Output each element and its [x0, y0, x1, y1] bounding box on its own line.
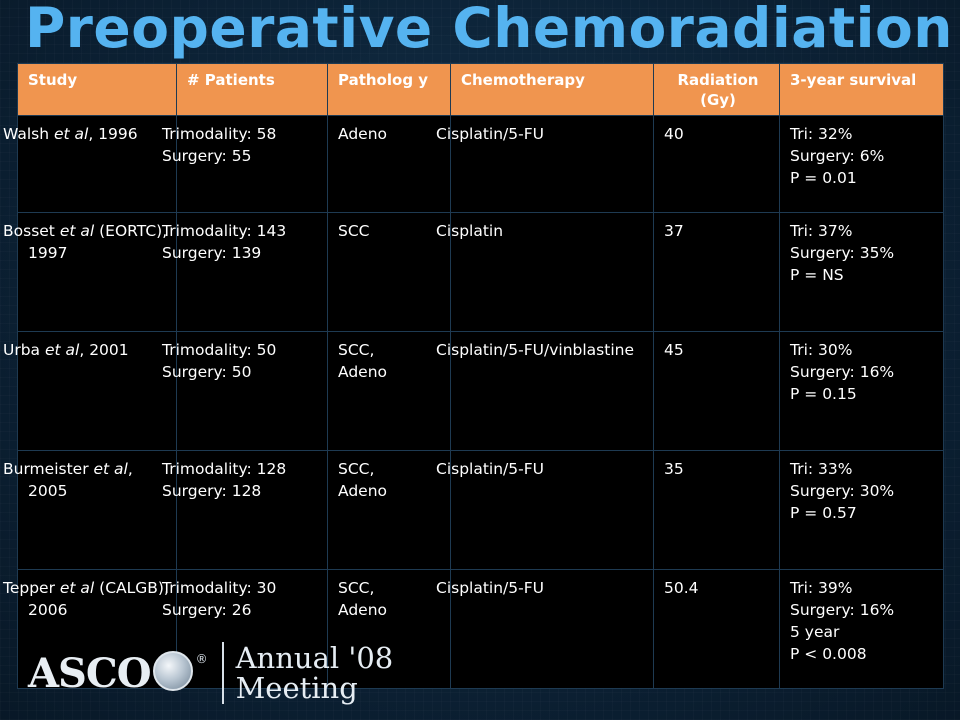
- cell-survival: Tri: 33% Surgery: 30% P = 0.57: [780, 451, 944, 570]
- header-pathology: Patholog y: [328, 64, 451, 116]
- cell-pathology: SCC, Adeno: [328, 332, 451, 451]
- header-radiation: Radiation (Gy): [654, 64, 780, 116]
- cell-patients: Trimodality: 58 Surgery: 55: [177, 116, 328, 213]
- cell-patients: Trimodality: 128 Surgery: 128: [177, 451, 328, 570]
- globe-icon: [153, 651, 193, 691]
- cell-patients: Trimodality: 143 Surgery: 139: [177, 213, 328, 332]
- header-patients: # Patients: [177, 64, 328, 116]
- cell-patients: Trimodality: 50 Surgery: 50: [177, 332, 328, 451]
- cell-chemotherapy: Cisplatin/5-FU: [451, 570, 654, 689]
- trials-table: [3, 63, 944, 689]
- cell-chemotherapy: Cisplatin: [451, 213, 654, 332]
- cell-patients: Trimodality: 30 Surgery: 26: [177, 570, 328, 689]
- cell-chemotherapy: Cisplatin/5-FU/vinblastine: [451, 332, 654, 451]
- cell-chemotherapy: Cisplatin/5-FU: [451, 451, 654, 570]
- cell-study: Urba et al, 2001: [18, 332, 177, 451]
- meeting-text: [236, 643, 394, 703]
- cell-study: Walsh et al, 1996: [18, 116, 177, 213]
- table-row: [18, 116, 944, 213]
- header-study: Study: [18, 64, 177, 116]
- cell-pathology: SCC, Adeno: [328, 451, 451, 570]
- cell-pathology: SCC, Adeno: [328, 570, 451, 689]
- header-row: [18, 64, 944, 116]
- cell-radiation: 35: [654, 451, 780, 570]
- cell-chemotherapy: Cisplatin/5-FU: [451, 116, 654, 213]
- cell-survival: Tri: 39% Surgery: 16% 5 year P < 0.008: [780, 570, 944, 689]
- table-row: [18, 213, 944, 332]
- cell-survival: Tri: 30% Surgery: 16% P = 0.15: [780, 332, 944, 451]
- cell-radiation: 40: [654, 116, 780, 213]
- cell-radiation: 50.4: [654, 570, 780, 689]
- table-row: [18, 332, 944, 451]
- slide-title: Preoperative Chemoradiation: [25, 0, 953, 60]
- cell-pathology: Adeno: [328, 116, 451, 213]
- table-row: [18, 451, 944, 570]
- header-survival: 3-year survival: [780, 64, 944, 116]
- header-chemotherapy: Chemotherapy: [451, 64, 654, 116]
- meeting-word-line: Meeting: [235, 671, 358, 705]
- cell-survival: Tri: 32% Surgery: 6% P = 0.01: [780, 116, 944, 213]
- cell-study: Tepper et al (CALGB), 2006: [18, 570, 177, 689]
- registered-mark: ®: [195, 652, 208, 666]
- cell-study: Burmeister et al, 2005: [18, 451, 177, 570]
- asco-annual-meeting-logo: [28, 640, 393, 706]
- asco-wordmark: ASCO: [28, 649, 151, 697]
- cell-study: Bosset et al (EORTC), 1997: [18, 213, 177, 332]
- cell-survival: Tri: 37% Surgery: 35% P = NS: [780, 213, 944, 332]
- cell-radiation: 37: [654, 213, 780, 332]
- logo-divider: [222, 642, 224, 704]
- cell-pathology: SCC: [328, 213, 451, 332]
- cell-radiation: 45: [654, 332, 780, 451]
- meeting-year-line: Annual '08: [235, 641, 394, 675]
